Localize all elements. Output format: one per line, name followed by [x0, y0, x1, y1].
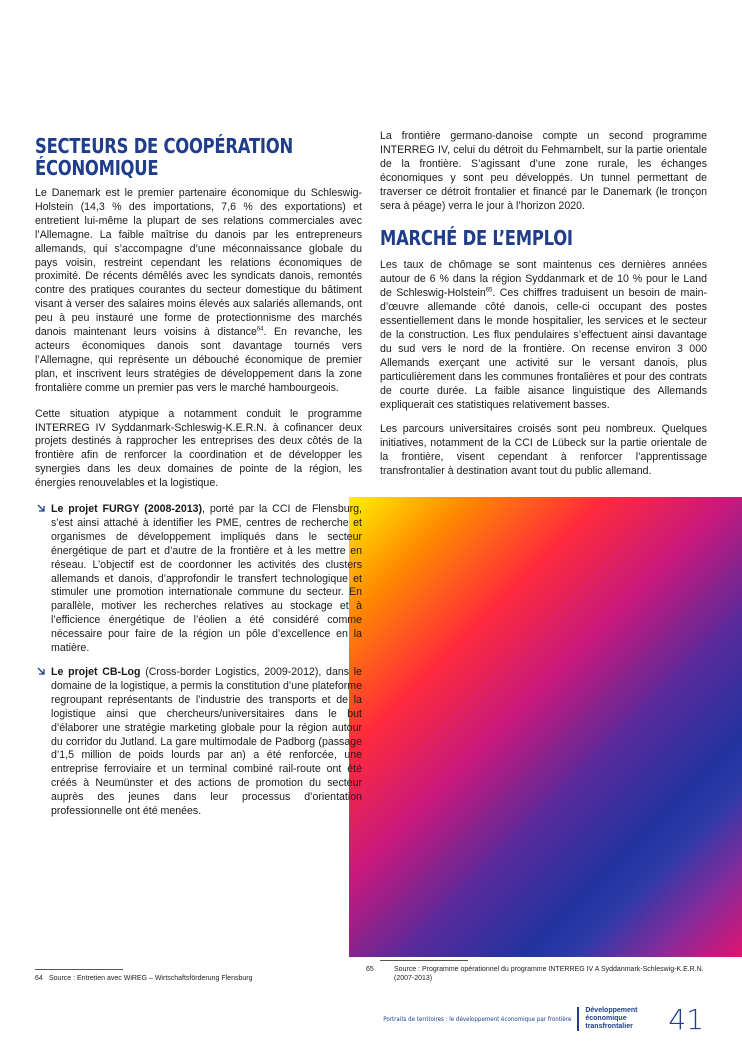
- paragraph-chomage: Les taux de chômage se sont maintenus ces dernières années autour de 6 % dans la région Syddanmark et de 10 % pour le Land de Schleswig-Holstein$^{65}$. Ces chiffres traduisent un besoin de main-d’œuvre allemande côté danois, celle-ci occupant des postes essentiellement dans le monde hospitalier, les services et le secteur de la construction. Les flux pendulaires s’effectuent ainsi davantage du sud vers le nord de la frontière. On recense environ 3 000 Allemands exerçant une activité sur le versant danois, plus particulièrement dans les communes frontalières et pour des contrats de courte durée. La faible aisance linguistique des Allemands expliquerait ces statistiques relativement basses.: [380, 259, 707, 411]
- list-item-furgy: Le projet FURGY (2008-2013), porté par la CCI de Flensburg, s’est ainsi attaché à identifier les PME, centres de recherche et organismes de développement impliqués dans le secteur énergétique de part et d’autre de la frontière et à les mettre en réseau. L’objectif est de coordonner les activités des clusters allemands et danois, d’approfondir le transfert technologique et stimuler une promotion internationale commune du secteur. En parallèle, motiver les recherches relatives au stockage et à l’efficience énergétique de l’éolien a été considéré comme nécessaire pour faire de la région un pôle d’excellence en la matière.: [35, 503, 362, 656]
- footer-tagline: Portraits de territoires : le développement économique par frontière: [383, 1015, 572, 1023]
- paragraph-universitaires: Les parcours universitaires croisés sont peu nombreux. Quelques initiatives, notamment de la CCI de Lübeck sur la partie orientale de la frontière, visent cependant à renforcer l’apprentissage transfrontalier à destination avant tout du public allemand.: [380, 423, 707, 478]
- left-column: [35, 135, 362, 829]
- footnote-64: 64 Source : Entretien avec WiREG – Wirtschaftsförderung Flensburg: [35, 975, 253, 982]
- section-heading-secteurs: SECTEURS DE COOPÉRATION ÉCONOMIQUE: [35, 134, 293, 180]
- page-number: 41: [668, 1002, 704, 1036]
- footnote-65: 65 Source : Programme opérationnel du programme INTERREG IV A Syddanmark-Schleswig-K.E.R.N. (2007-2013): [366, 966, 704, 982]
- paragraph-partenaire: Le Danemark est le premier partenaire économique du Schleswig-Holstein (14,3 % des importations, 7,6 % des exportations) et entretient lui-même la plupart de ses relations commerciales avec l’Allemagne. La faible maîtrise du danois par les entrepreneurs allemands, qui s’accompagne d’une méconnaissance globale du pays voisin, restreint cependant les relations économiques de proximité. De récents démêlés avec les syndicats danois, remontés contre des pratiques courantes du secteur domestique du bâtiment visant à verser des salaires moins élevés aux salariés allemands, ont peu à peu instauré une forme de protectionnisme des marchés danois maintenant leurs voisins à distance$^{64}$. En revanche, les acteurs économiques danois sont davantage tournés vers l’Allemagne, qui représente un débouché économique de premier plan, et inscrivent leurs stratégies de développement dans la zone frontalière comme un premier pas vers le marché hambourgeois.: [35, 187, 363, 394]
- footnote-divider-right: [380, 960, 468, 961]
- arrow-down-right-icon: [37, 504, 45, 512]
- footnote-ref-65[interactable]: 65: [485, 287, 493, 294]
- footnote-divider-left: [35, 969, 123, 970]
- footer-divider: [577, 1007, 579, 1031]
- paragraph-interreg: Cette situation atypique a notamment conduit le programme INTERREG IV Syddanmark-Schleswig-K.E.R.N. à cofinancer deux projets destinés à rapprocher les entreprises des deux côtés de la frontière afin de renforcer la coordination et de développer les synergies dans les deux domaines de pointe de la région, les énergies renouvelables et la logistique.: [35, 407, 362, 490]
- paragraph-fehmarnbelt: La frontière germano-danoise compte un second programme INTERREG IV, celui du détroit du Fehmarnbelt, sur la partie orientale de la frontière. S’agissant d’une zone rurale, les échanges économiques y sont peu développés. Un tunnel permettant de traverser ce détroit frontalier et financé par le Danemark (le tronçon sera à péage) verra le jour à l’horizon 2020.: [380, 130, 707, 212]
- right-column: [380, 130, 707, 490]
- list-item-cblog: Le projet CB-Log (Cross-border Logistics, 2009-2012), dans le domaine de la logistique, a permis la constitution d’une plateforme regroupant représentants de l’industrie des transports et de la logistique ainsi que chercheurs/universitaires dans le but d’élaborer une stratégie marketing globale pour la région autour du corridor du Jutland. La gare multimodale de Padborg (passage d’1,5 million de poids lourds par an) a été renforcée, une entreprise ferroviaire et un terminal combiné rail-route ont été créés à Neumünster et des actions de promotion du secteur auprès des jeunes dans leur processus d’orientation professionnelle ont été menées.: [35, 666, 362, 819]
- project-name-furgy: Le projet FURGY (2008-2013): [51, 503, 203, 516]
- decorative-gradient-block: [349, 497, 742, 957]
- footer-section-title: Développement économique transfrontalier: [585, 1007, 638, 1030]
- project-list: [35, 503, 362, 819]
- arrow-down-right-icon: [37, 667, 45, 675]
- section-heading-emploi: MARCHÉ DE L’EMPLOI: [380, 226, 573, 251]
- project-name-cblog: Le projet CB-Log: [51, 666, 141, 678]
- footnote-ref-64[interactable]: 64: [256, 326, 264, 333]
- page-footer: [350, 1002, 704, 1036]
